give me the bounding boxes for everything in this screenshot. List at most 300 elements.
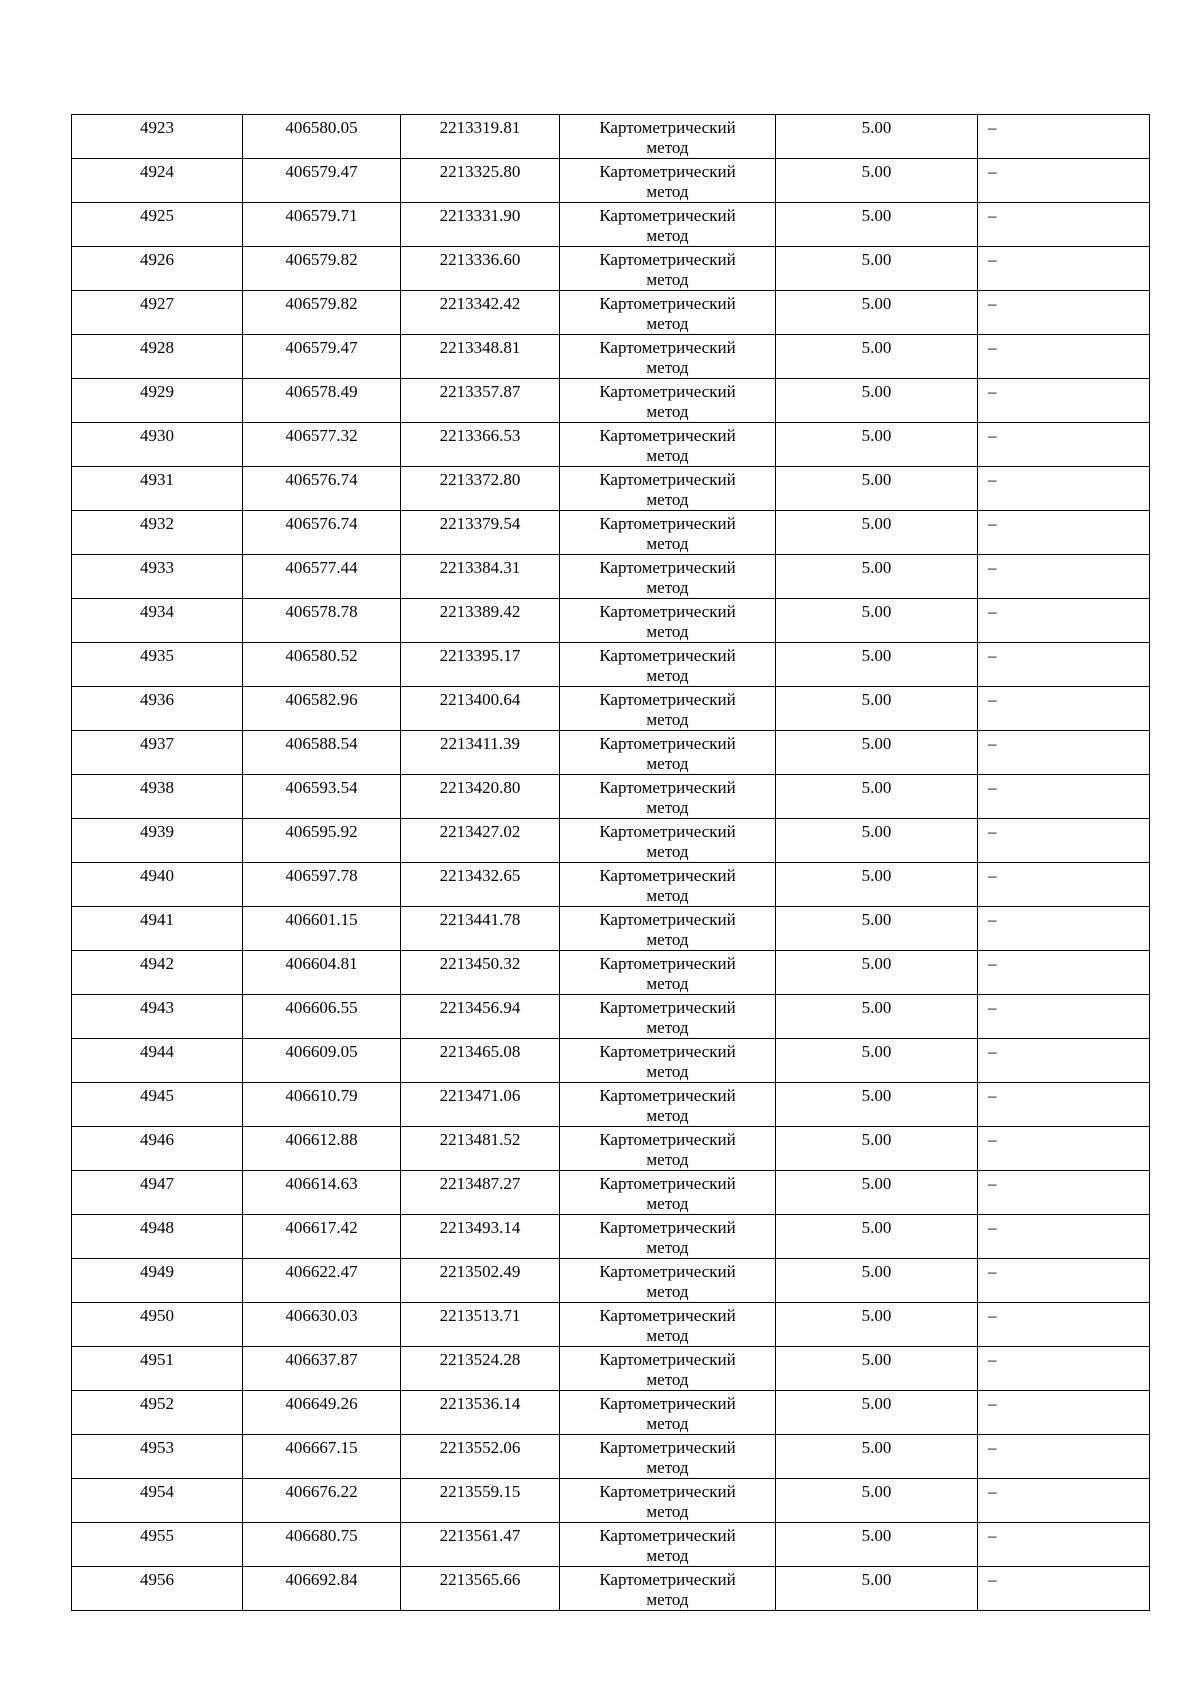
y-coordinate-cell: 2213456.94	[401, 995, 560, 1039]
table-body	[72, 115, 1150, 1611]
note-cell: –	[978, 1259, 1150, 1303]
method-cell	[560, 423, 776, 467]
accuracy-cell: 5.00	[776, 995, 978, 1039]
table-row	[72, 115, 1150, 159]
method-cell	[560, 1039, 776, 1083]
point-number-cell: 4935	[72, 643, 243, 687]
point-number-cell: 4934	[72, 599, 243, 643]
note-cell: –	[978, 731, 1150, 775]
point-number-cell: 4938	[72, 775, 243, 819]
x-coordinate-cell: 406580.05	[243, 115, 401, 159]
method-line-2: метод	[646, 314, 689, 333]
point-number-cell: 4945	[72, 1083, 243, 1127]
table-row	[72, 335, 1150, 379]
accuracy-cell: 5.00	[776, 1039, 978, 1083]
method-line-2: метод	[646, 358, 689, 377]
table-row	[72, 291, 1150, 335]
accuracy-cell: 5.00	[776, 775, 978, 819]
method-line-1: Картометрический	[599, 734, 736, 753]
method-cell	[560, 951, 776, 995]
method-line-1: Картометрический	[599, 866, 736, 885]
method-cell	[560, 995, 776, 1039]
x-coordinate-cell: 406680.75	[243, 1523, 401, 1567]
method-line-1: Картометрический	[599, 1086, 736, 1105]
method-line-1: Картометрический	[599, 822, 736, 841]
point-number-cell: 4929	[72, 379, 243, 423]
accuracy-cell: 5.00	[776, 467, 978, 511]
table-row	[72, 1303, 1150, 1347]
method-line-1: Картометрический	[599, 514, 736, 533]
method-line-2: метод	[646, 666, 689, 685]
method-line-2: метод	[646, 1414, 689, 1433]
x-coordinate-cell: 406579.71	[243, 203, 401, 247]
point-number-cell: 4942	[72, 951, 243, 995]
point-number-cell: 4937	[72, 731, 243, 775]
table-row	[72, 1083, 1150, 1127]
x-coordinate-cell: 406637.87	[243, 1347, 401, 1391]
method-cell	[560, 159, 776, 203]
method-cell	[560, 731, 776, 775]
method-line-2: метод	[646, 754, 689, 773]
y-coordinate-cell: 2213384.31	[401, 555, 560, 599]
y-coordinate-cell: 2213331.90	[401, 203, 560, 247]
point-number-cell: 4946	[72, 1127, 243, 1171]
method-cell	[560, 1215, 776, 1259]
note-cell: –	[978, 775, 1150, 819]
accuracy-cell: 5.00	[776, 1303, 978, 1347]
y-coordinate-cell: 2213493.14	[401, 1215, 560, 1259]
y-coordinate-cell: 2213536.14	[401, 1391, 560, 1435]
x-coordinate-cell: 406622.47	[243, 1259, 401, 1303]
method-line-1: Картометрический	[599, 910, 736, 929]
method-line-1: Картометрический	[599, 1438, 736, 1457]
note-cell: –	[978, 159, 1150, 203]
table-row	[72, 247, 1150, 291]
point-number-cell: 4939	[72, 819, 243, 863]
method-line-2: метод	[646, 1590, 689, 1609]
accuracy-cell: 5.00	[776, 731, 978, 775]
method-cell	[560, 511, 776, 555]
y-coordinate-cell: 2213441.78	[401, 907, 560, 951]
point-number-cell: 4927	[72, 291, 243, 335]
point-number-cell: 4955	[72, 1523, 243, 1567]
x-coordinate-cell: 406576.74	[243, 511, 401, 555]
method-cell	[560, 1479, 776, 1523]
x-coordinate-cell: 406667.15	[243, 1435, 401, 1479]
table-row	[72, 1391, 1150, 1435]
table-row	[72, 1259, 1150, 1303]
x-coordinate-cell: 406577.32	[243, 423, 401, 467]
x-coordinate-cell: 406578.49	[243, 379, 401, 423]
method-line-2: метод	[646, 798, 689, 817]
y-coordinate-cell: 2213432.65	[401, 863, 560, 907]
method-line-2: метод	[646, 1326, 689, 1345]
table-row	[72, 731, 1150, 775]
y-coordinate-cell: 2213450.32	[401, 951, 560, 995]
method-line-1: Картометрический	[599, 162, 736, 181]
x-coordinate-cell: 406597.78	[243, 863, 401, 907]
method-line-2: метод	[646, 1106, 689, 1125]
accuracy-cell: 5.00	[776, 1523, 978, 1567]
method-line-2: метод	[646, 226, 689, 245]
y-coordinate-cell: 2213348.81	[401, 335, 560, 379]
method-line-2: метод	[646, 182, 689, 201]
y-coordinate-cell: 2213336.60	[401, 247, 560, 291]
accuracy-cell: 5.00	[776, 1435, 978, 1479]
x-coordinate-cell: 406692.84	[243, 1567, 401, 1611]
table-row	[72, 1479, 1150, 1523]
method-line-1: Картометрический	[599, 1570, 736, 1589]
y-coordinate-cell: 2213565.66	[401, 1567, 560, 1611]
point-number-cell: 4943	[72, 995, 243, 1039]
accuracy-cell: 5.00	[776, 951, 978, 995]
note-cell: –	[978, 1171, 1150, 1215]
point-number-cell: 4933	[72, 555, 243, 599]
method-cell	[560, 1083, 776, 1127]
table-row	[72, 1347, 1150, 1391]
note-cell: –	[978, 951, 1150, 995]
method-cell	[560, 335, 776, 379]
x-coordinate-cell: 406614.63	[243, 1171, 401, 1215]
note-cell: –	[978, 1523, 1150, 1567]
y-coordinate-cell: 2213420.80	[401, 775, 560, 819]
y-coordinate-cell: 2213471.06	[401, 1083, 560, 1127]
accuracy-cell: 5.00	[776, 863, 978, 907]
table-row	[72, 511, 1150, 555]
x-coordinate-cell: 406577.44	[243, 555, 401, 599]
table-row	[72, 599, 1150, 643]
note-cell: –	[978, 203, 1150, 247]
method-line-1: Картометрический	[599, 206, 736, 225]
table-row	[72, 1567, 1150, 1611]
point-number-cell: 4926	[72, 247, 243, 291]
table-row	[72, 687, 1150, 731]
method-line-2: метод	[646, 402, 689, 421]
method-line-2: метод	[646, 1502, 689, 1521]
method-line-1: Картометрический	[599, 1526, 736, 1545]
method-line-2: метод	[646, 930, 689, 949]
method-line-1: Картометрический	[599, 1394, 736, 1413]
table-row	[72, 995, 1150, 1039]
method-cell	[560, 1391, 776, 1435]
x-coordinate-cell: 406579.82	[243, 247, 401, 291]
accuracy-cell: 5.00	[776, 159, 978, 203]
method-line-2: метод	[646, 974, 689, 993]
method-line-1: Картометрический	[599, 998, 736, 1017]
method-line-2: метод	[646, 710, 689, 729]
method-line-2: метод	[646, 446, 689, 465]
y-coordinate-cell: 2213372.80	[401, 467, 560, 511]
accuracy-cell: 5.00	[776, 1479, 978, 1523]
method-line-2: метод	[646, 490, 689, 509]
point-number-cell: 4928	[72, 335, 243, 379]
method-line-2: метод	[646, 622, 689, 641]
method-cell	[560, 1435, 776, 1479]
method-line-2: метод	[646, 1458, 689, 1477]
method-cell	[560, 1171, 776, 1215]
method-line-2: метод	[646, 1546, 689, 1565]
note-cell: –	[978, 555, 1150, 599]
x-coordinate-cell: 406579.82	[243, 291, 401, 335]
x-coordinate-cell: 406617.42	[243, 1215, 401, 1259]
point-number-cell: 4948	[72, 1215, 243, 1259]
point-number-cell: 4940	[72, 863, 243, 907]
accuracy-cell: 5.00	[776, 643, 978, 687]
accuracy-cell: 5.00	[776, 511, 978, 555]
note-cell: –	[978, 907, 1150, 951]
method-cell	[560, 379, 776, 423]
method-cell	[560, 643, 776, 687]
method-line-1: Картометрический	[599, 646, 736, 665]
accuracy-cell: 5.00	[776, 1083, 978, 1127]
x-coordinate-cell: 406649.26	[243, 1391, 401, 1435]
method-line-1: Картометрический	[599, 250, 736, 269]
table-row	[72, 159, 1150, 203]
x-coordinate-cell: 406580.52	[243, 643, 401, 687]
x-coordinate-cell: 406593.54	[243, 775, 401, 819]
note-cell: –	[978, 995, 1150, 1039]
y-coordinate-cell: 2213411.39	[401, 731, 560, 775]
accuracy-cell: 5.00	[776, 907, 978, 951]
note-cell: –	[978, 1083, 1150, 1127]
y-coordinate-cell: 2213561.47	[401, 1523, 560, 1567]
note-cell: –	[978, 1039, 1150, 1083]
x-coordinate-cell: 406579.47	[243, 335, 401, 379]
method-line-1: Картометрический	[599, 1350, 736, 1369]
accuracy-cell: 5.00	[776, 687, 978, 731]
method-cell	[560, 687, 776, 731]
table-row	[72, 1435, 1150, 1479]
note-cell: –	[978, 819, 1150, 863]
method-cell	[560, 1523, 776, 1567]
method-cell	[560, 203, 776, 247]
method-line-2: метод	[646, 842, 689, 861]
note-cell: –	[978, 643, 1150, 687]
method-line-1: Картометрический	[599, 1306, 736, 1325]
method-cell	[560, 115, 776, 159]
method-line-1: Картометрический	[599, 338, 736, 357]
method-line-1: Картометрический	[599, 470, 736, 489]
note-cell: –	[978, 863, 1150, 907]
point-number-cell: 4932	[72, 511, 243, 555]
method-line-2: метод	[646, 886, 689, 905]
accuracy-cell: 5.00	[776, 291, 978, 335]
method-line-1: Картометрический	[599, 1174, 736, 1193]
note-cell: –	[978, 1479, 1150, 1523]
method-cell	[560, 1127, 776, 1171]
method-line-1: Картометрический	[599, 1482, 736, 1501]
y-coordinate-cell: 2213487.27	[401, 1171, 560, 1215]
accuracy-cell: 5.00	[776, 1347, 978, 1391]
y-coordinate-cell: 2213427.02	[401, 819, 560, 863]
note-cell: –	[978, 423, 1150, 467]
table-row	[72, 1523, 1150, 1567]
table-row	[72, 1127, 1150, 1171]
accuracy-cell: 5.00	[776, 423, 978, 467]
y-coordinate-cell: 2213481.52	[401, 1127, 560, 1171]
accuracy-cell: 5.00	[776, 379, 978, 423]
accuracy-cell: 5.00	[776, 115, 978, 159]
x-coordinate-cell: 406588.54	[243, 731, 401, 775]
method-line-1: Картометрический	[599, 778, 736, 797]
note-cell: –	[978, 335, 1150, 379]
note-cell: –	[978, 1303, 1150, 1347]
method-line-1: Картометрический	[599, 1130, 736, 1149]
x-coordinate-cell: 406579.47	[243, 159, 401, 203]
accuracy-cell: 5.00	[776, 1391, 978, 1435]
method-cell	[560, 775, 776, 819]
method-cell	[560, 599, 776, 643]
accuracy-cell: 5.00	[776, 1567, 978, 1611]
accuracy-cell: 5.00	[776, 555, 978, 599]
table-row	[72, 203, 1150, 247]
method-line-2: метод	[646, 1062, 689, 1081]
point-number-cell: 4944	[72, 1039, 243, 1083]
point-number-cell: 4950	[72, 1303, 243, 1347]
note-cell: –	[978, 1127, 1150, 1171]
note-cell: –	[978, 1347, 1150, 1391]
method-cell	[560, 1303, 776, 1347]
method-cell	[560, 247, 776, 291]
x-coordinate-cell: 406604.81	[243, 951, 401, 995]
point-number-cell: 4936	[72, 687, 243, 731]
x-coordinate-cell: 406606.55	[243, 995, 401, 1039]
method-cell	[560, 819, 776, 863]
table-row	[72, 775, 1150, 819]
accuracy-cell: 5.00	[776, 1215, 978, 1259]
y-coordinate-cell: 2213319.81	[401, 115, 560, 159]
note-cell: –	[978, 599, 1150, 643]
method-cell	[560, 1259, 776, 1303]
point-number-cell: 4947	[72, 1171, 243, 1215]
accuracy-cell: 5.00	[776, 247, 978, 291]
point-number-cell: 4949	[72, 1259, 243, 1303]
x-coordinate-cell: 406576.74	[243, 467, 401, 511]
x-coordinate-cell: 406610.79	[243, 1083, 401, 1127]
y-coordinate-cell: 2213357.87	[401, 379, 560, 423]
method-cell	[560, 907, 776, 951]
note-cell: –	[978, 1391, 1150, 1435]
x-coordinate-cell: 406601.15	[243, 907, 401, 951]
method-line-2: метод	[646, 534, 689, 553]
point-number-cell: 4951	[72, 1347, 243, 1391]
method-line-1: Картометрический	[599, 118, 736, 137]
method-cell	[560, 467, 776, 511]
note-cell: –	[978, 467, 1150, 511]
table-row	[72, 907, 1150, 951]
table-row	[72, 1215, 1150, 1259]
x-coordinate-cell: 406630.03	[243, 1303, 401, 1347]
x-coordinate-cell: 406595.92	[243, 819, 401, 863]
note-cell: –	[978, 687, 1150, 731]
method-line-1: Картометрический	[599, 954, 736, 973]
table-row	[72, 863, 1150, 907]
y-coordinate-cell: 2213552.06	[401, 1435, 560, 1479]
x-coordinate-cell: 406582.96	[243, 687, 401, 731]
method-line-2: метод	[646, 578, 689, 597]
method-cell	[560, 863, 776, 907]
y-coordinate-cell: 2213366.53	[401, 423, 560, 467]
x-coordinate-cell: 406676.22	[243, 1479, 401, 1523]
accuracy-cell: 5.00	[776, 599, 978, 643]
y-coordinate-cell: 2213559.15	[401, 1479, 560, 1523]
method-line-2: метод	[646, 138, 689, 157]
method-line-1: Картометрический	[599, 426, 736, 445]
y-coordinate-cell: 2213325.80	[401, 159, 560, 203]
accuracy-cell: 5.00	[776, 1259, 978, 1303]
point-number-cell: 4956	[72, 1567, 243, 1611]
method-cell	[560, 291, 776, 335]
method-line-2: метод	[646, 1282, 689, 1301]
point-number-cell: 4941	[72, 907, 243, 951]
y-coordinate-cell: 2213524.28	[401, 1347, 560, 1391]
note-cell: –	[978, 1435, 1150, 1479]
method-line-1: Картометрический	[599, 1042, 736, 1061]
point-number-cell: 4953	[72, 1435, 243, 1479]
note-cell: –	[978, 1215, 1150, 1259]
method-line-1: Картометрический	[599, 602, 736, 621]
method-line-2: метод	[646, 1018, 689, 1037]
y-coordinate-cell: 2213379.54	[401, 511, 560, 555]
table-row	[72, 423, 1150, 467]
point-number-cell: 4925	[72, 203, 243, 247]
y-coordinate-cell: 2213389.42	[401, 599, 560, 643]
accuracy-cell: 5.00	[776, 335, 978, 379]
y-coordinate-cell: 2213342.42	[401, 291, 560, 335]
y-coordinate-cell: 2213400.64	[401, 687, 560, 731]
note-cell: –	[978, 1567, 1150, 1611]
point-number-cell: 4931	[72, 467, 243, 511]
accuracy-cell: 5.00	[776, 203, 978, 247]
table-row	[72, 555, 1150, 599]
method-line-2: метод	[646, 1238, 689, 1257]
note-cell: –	[978, 115, 1150, 159]
y-coordinate-cell: 2213513.71	[401, 1303, 560, 1347]
x-coordinate-cell: 406578.78	[243, 599, 401, 643]
method-line-2: метод	[646, 1194, 689, 1213]
note-cell: –	[978, 511, 1150, 555]
y-coordinate-cell: 2213395.17	[401, 643, 560, 687]
point-number-cell: 4954	[72, 1479, 243, 1523]
accuracy-cell: 5.00	[776, 819, 978, 863]
point-number-cell: 4952	[72, 1391, 243, 1435]
table-row	[72, 951, 1150, 995]
accuracy-cell: 5.00	[776, 1127, 978, 1171]
point-number-cell: 4923	[72, 115, 243, 159]
x-coordinate-cell: 406609.05	[243, 1039, 401, 1083]
point-number-cell: 4924	[72, 159, 243, 203]
method-line-1: Картометрический	[599, 690, 736, 709]
method-line-1: Картометрический	[599, 1218, 736, 1237]
note-cell: –	[978, 247, 1150, 291]
method-line-1: Картометрический	[599, 294, 736, 313]
table-row	[72, 643, 1150, 687]
accuracy-cell: 5.00	[776, 1171, 978, 1215]
method-line-2: метод	[646, 1370, 689, 1389]
method-line-2: метод	[646, 1150, 689, 1169]
x-coordinate-cell: 406612.88	[243, 1127, 401, 1171]
method-line-2: метод	[646, 270, 689, 289]
note-cell: –	[978, 291, 1150, 335]
method-line-1: Картометрический	[599, 1262, 736, 1281]
method-line-1: Картометрический	[599, 382, 736, 401]
method-cell	[560, 1347, 776, 1391]
method-cell	[560, 555, 776, 599]
method-line-1: Картометрический	[599, 558, 736, 577]
coordinates-table	[71, 114, 1150, 1611]
y-coordinate-cell: 2213502.49	[401, 1259, 560, 1303]
method-cell	[560, 1567, 776, 1611]
